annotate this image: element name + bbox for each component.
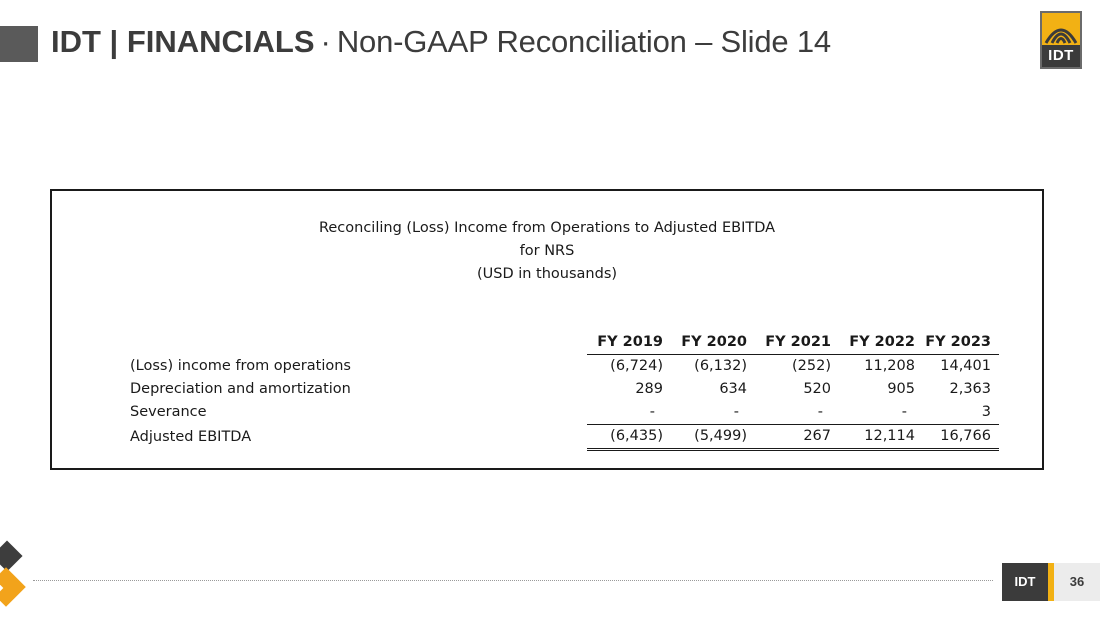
reconciliation-panel xyxy=(50,189,1044,470)
table-cell: 2,363 xyxy=(949,381,991,397)
title-subtitle: Non-GAAP Reconciliation – Slide 14 xyxy=(336,24,831,59)
table-cell: 3 xyxy=(981,404,991,420)
caption-line: Reconciling (Loss) Income from Operations to Adjusted EBITDA xyxy=(318,220,776,236)
column-header: FY 2023 xyxy=(923,331,999,355)
table-cell: 12,114 xyxy=(839,425,923,450)
table-row xyxy=(130,378,999,401)
table-cell: (6,132) xyxy=(694,358,747,374)
table-cell: (6,724) xyxy=(610,358,663,374)
table-cell: 16,766 xyxy=(923,425,999,450)
column-header: FY 2021 xyxy=(755,331,839,355)
table-cell: (5,499) xyxy=(671,425,755,450)
table-cell: (252) xyxy=(792,358,831,374)
table-cell: - xyxy=(901,404,907,420)
table-cell: (6,435) xyxy=(587,425,671,450)
caption-line: (USD in thousands) xyxy=(476,266,618,282)
table-cell: 905 xyxy=(887,381,915,397)
table-cell: - xyxy=(649,404,655,420)
table-cell: - xyxy=(817,404,823,420)
chevron-gold-decoration xyxy=(0,567,26,607)
row-label: Severance xyxy=(130,404,207,421)
table-cell: 14,401 xyxy=(940,358,991,374)
column-header: FY 2020 xyxy=(671,331,755,355)
reconciliation-table xyxy=(130,331,999,451)
chevron-dark-decoration xyxy=(0,540,23,571)
page-number: 36 xyxy=(1054,563,1100,601)
column-header: FY 2019 xyxy=(587,331,671,355)
column-header: FY 2022 xyxy=(839,331,923,355)
table-cell: - xyxy=(733,404,739,420)
table-cell: 289 xyxy=(635,381,663,397)
table-cell: 267 xyxy=(755,425,839,450)
row-label: Depreciation and amortization xyxy=(130,381,351,397)
logo-text: IDT xyxy=(1042,45,1080,67)
header-accent-bar xyxy=(0,26,38,62)
row-label: (Loss) income from operations xyxy=(130,357,351,374)
column-header-blank xyxy=(130,331,587,355)
table-cell: 634 xyxy=(719,381,747,397)
idt-logo xyxy=(1040,11,1082,69)
footer-dotted-divider xyxy=(33,580,993,581)
table-cell: 520 xyxy=(803,381,831,397)
title-brand: IDT | FINANCIALS xyxy=(51,24,315,59)
page-title xyxy=(51,22,831,62)
row-label: Adjusted EBITDA xyxy=(130,428,252,445)
table-header-row xyxy=(130,331,999,355)
signal-wave-logo-icon xyxy=(1042,13,1080,47)
footer-brand-badge: IDT xyxy=(1002,563,1048,601)
caption-line: for NRS xyxy=(519,243,575,259)
table-row xyxy=(130,355,999,379)
table-row xyxy=(130,401,999,425)
title-separator: · xyxy=(320,24,331,59)
table-caption xyxy=(52,217,1042,286)
table-cell: 11,208 xyxy=(864,358,915,374)
table-row-total xyxy=(130,425,999,450)
